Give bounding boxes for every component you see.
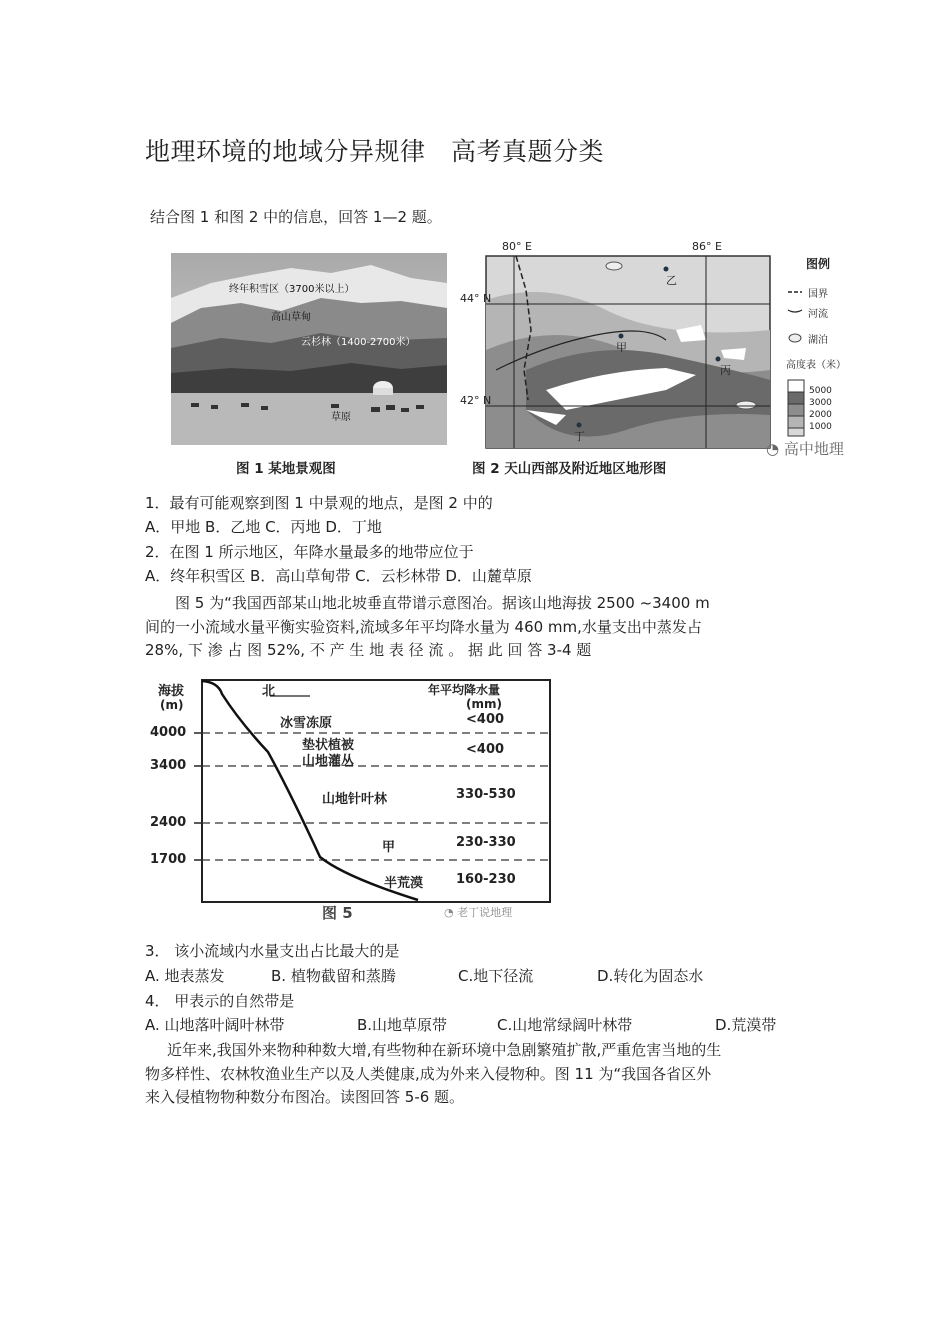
- q4-stem: 4． 甲表示的自然带是: [145, 992, 295, 1010]
- place-jia: 甲: [616, 341, 627, 354]
- q4-option-b: B.山地草原带: [357, 1016, 448, 1034]
- precip-unit: (mm): [466, 697, 502, 711]
- wechat-icon: ◔: [766, 440, 780, 458]
- zone-cushion: 垫状植被: [302, 738, 355, 753]
- precip-ice-tundra: <400: [466, 712, 505, 727]
- lat-label-44: 44° N: [460, 292, 492, 305]
- zone-shrub: 山地灌丛: [302, 754, 355, 769]
- q2-options: A．终年积雪区 B．高山草甸带 C．云杉林带 D．山麓草原: [145, 567, 532, 585]
- paragraph-invasive-species: 近年来,我国外来物种种数大增,有些物种在新环境中急剧繁殖扩散,严重危害当地的生 物多样性、农林牧渔业生产以及人类健康,成为外来入侵物种。图 11 为“我国各省区外 来入侵植物物种数分布图冶。读图回答 5-6 题。: [145, 1041, 722, 1106]
- q4-options: [145, 1015, 805, 1035]
- watermark-gaozhong: ◔ 高中地理: [766, 440, 844, 458]
- q3-options: [145, 966, 805, 986]
- legend-elev-values: 5000 3000 2000 1000: [809, 386, 832, 432]
- q4-option-c: C.山地常绿阔叶林带: [497, 1016, 633, 1034]
- q3-option-c: C.地下径流: [458, 967, 534, 985]
- paragraph-fig5-intro: 图 5 为“我国西部某山地北坡垂直带谱示意图冶。据该山地海拔 2500 ~3400 m 间的一小流域水量平衡实验资料,流域多年平均降水量为 460 mm,水量支出中蒸发占 28%, 下 渗 占 图 52%, 不 产 生 地 表 径 流 。 据 此 回 答 3-4 题: [145, 594, 710, 659]
- label-spruce: 云杉林（1400-2700米）: [301, 337, 416, 348]
- precip-shrub: <400: [466, 742, 505, 757]
- alt-1700: 1700: [150, 852, 187, 867]
- alt-2400: 2400: [150, 815, 187, 830]
- legend-title: 图例: [806, 257, 831, 271]
- q4-option-a: A. 山地落叶阔叶林带: [145, 1016, 285, 1034]
- figure-1-photo: [171, 253, 447, 445]
- legend-river: 河流: [808, 309, 828, 320]
- figure-2-caption: 图 2 天山西部及附近地区地形图: [472, 461, 667, 477]
- q1-stem: 1．最有可能观察到图 1 中景观的地点，是图 2 中的: [145, 494, 493, 512]
- place-yi: 乙: [666, 274, 677, 287]
- y-axis-unit: (m): [160, 698, 184, 712]
- q3-option-d: D.转化为固态水: [597, 967, 704, 985]
- q3-option-a: A. 地表蒸发: [145, 967, 225, 985]
- precip-jia: 230-330: [456, 835, 516, 850]
- legend-lake: 湖泊: [808, 335, 828, 346]
- place-bing: 丙: [720, 364, 731, 377]
- figure-5-diagram: [150, 672, 555, 922]
- figure-2-map: [460, 240, 866, 460]
- q4-option-d: D.荒漠带: [715, 1016, 777, 1034]
- intro-text: 结合图 1 和图 2 中的信息，回答 1—2 题。: [150, 208, 442, 226]
- watermark-laoding: ◔ 老丁说地理: [444, 906, 513, 919]
- zone-jia: 甲: [382, 840, 396, 855]
- zone-conifer: 山地针叶林: [322, 792, 388, 807]
- precip-title: 年平均降水量: [428, 683, 501, 697]
- label-grassland: 草原: [331, 412, 351, 423]
- q3-option-b: B. 植物截留和蒸腾: [271, 967, 396, 985]
- alt-3400: 3400: [150, 758, 187, 773]
- wechat-icon: ◔: [444, 906, 454, 919]
- label-snow: 终年积雪区（3700米以上）: [229, 284, 355, 295]
- alt-4000: 4000: [150, 725, 187, 740]
- zone-semidesert: 半荒漠: [384, 876, 424, 891]
- zone-ice-tundra: 冰雪冻原: [280, 716, 333, 731]
- q1-options: A．甲地 B．乙地 C．丙地 D．丁地: [145, 518, 382, 536]
- lat-label-42: 42° N: [460, 394, 492, 407]
- page-title: 地理环境的地域分异规律 高考真题分类: [145, 137, 605, 166]
- lon-label-80: 80° E: [502, 240, 532, 253]
- lon-label-86: 86° E: [692, 240, 722, 253]
- legend-elev-title: 高度表（米）: [786, 360, 846, 371]
- label-meadow: 高山草甸: [271, 312, 311, 323]
- y-axis-label: 海拔: [158, 684, 185, 699]
- figure-5-caption: 图 5: [322, 904, 353, 922]
- precip-semidesert: 160-230: [456, 872, 516, 887]
- figure-1-caption: 图 1 某地景观图: [236, 461, 336, 477]
- q2-stem: 2．在图 1 所示地区，年降水量最多的地带应位于: [145, 543, 474, 561]
- precip-conifer: 330-530: [456, 787, 516, 802]
- q3-stem: 3． 该小流域内水量支出占比最大的是: [145, 942, 400, 960]
- legend-border: 国界: [808, 289, 828, 300]
- place-ding: 丁: [574, 430, 585, 443]
- north-label: 北: [262, 684, 276, 699]
